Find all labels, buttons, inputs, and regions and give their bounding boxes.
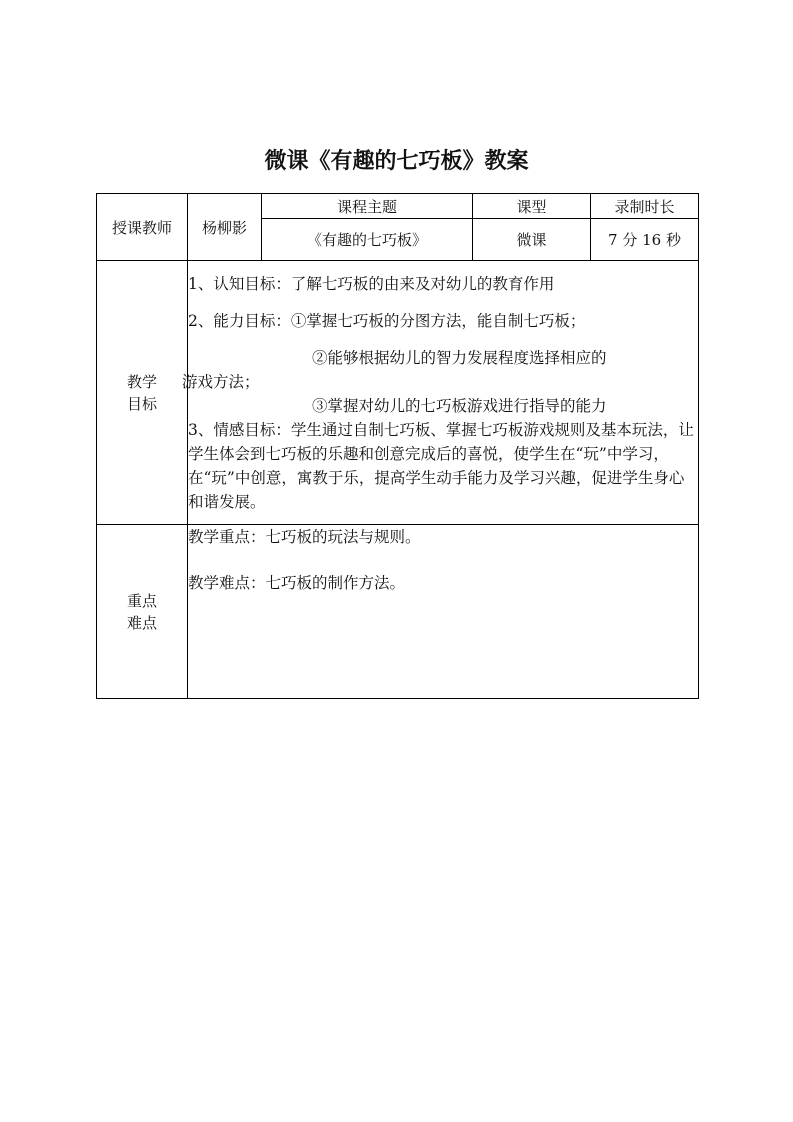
type-label: 课型 [516, 197, 547, 216]
duration-label-cell [591, 194, 699, 219]
type-value-cell [473, 219, 591, 261]
key-points-content-cell [188, 525, 699, 699]
goals-label-cell [97, 261, 188, 525]
type-value: 微课 [516, 231, 547, 249]
ability-goal-2b: 游戏方法； [182, 372, 260, 391]
topic-value: 《有趣的七巧板》 [306, 231, 427, 249]
teacher-name-cell [188, 194, 262, 261]
teacher-name: 杨柳影 [201, 218, 247, 237]
goals-content-cell [182, 261, 699, 525]
key-points-label-line1: 重点 [126, 591, 157, 610]
page-title: 微课《有趣的七巧板》教案 [264, 149, 529, 174]
duration-value-cell [591, 219, 699, 261]
topic-value-cell [262, 219, 473, 261]
goals-label-line2: 目标 [126, 394, 157, 413]
emotion-goal: 3、情感目标：学生通过自制七巧板、掌握七巧板游戏规则及基本玩法，让学生体会到七巧板的乐趣和创意完成后的喜悦，使学生在“玩”中学习，在“玩”中创意，寓教于乐，提高学生动手能力及学习兴趣，促进学生身心和谐发展。 [188, 420, 694, 511]
difficult-point: 教学难点：七巧板的制作方法。 [188, 574, 406, 592]
ability-goal-2a: ②能够根据幼儿的智力发展程度选择相应的 [312, 348, 607, 367]
duration-label: 录制时长 [614, 197, 675, 216]
key-points-label-cell [97, 525, 188, 699]
ability-goal-1: 2、能力目标：①掌握七巧板的分图方法，能自制七巧板； [188, 311, 586, 330]
teacher-label: 授课教师 [111, 218, 172, 237]
lesson-plan-table [96, 193, 699, 699]
duration-value: 7 分 16 秒 [608, 231, 681, 249]
cognitive-goal: 1、认知目标：了解七巧板的由来及对幼儿的教育作用 [188, 274, 555, 293]
teacher-label-cell [97, 194, 188, 261]
topic-label: 课程主题 [336, 197, 397, 216]
topic-label-cell [262, 194, 473, 219]
key-points-label-line2: 难点 [126, 613, 157, 632]
goals-label-line1: 教学 [126, 372, 157, 391]
key-point: 教学重点：七巧板的玩法与规则。 [188, 528, 421, 546]
type-label-cell [473, 194, 591, 219]
ability-goal-3: ③掌握对幼儿的七巧板游戏进行指导的能力 [312, 396, 607, 415]
